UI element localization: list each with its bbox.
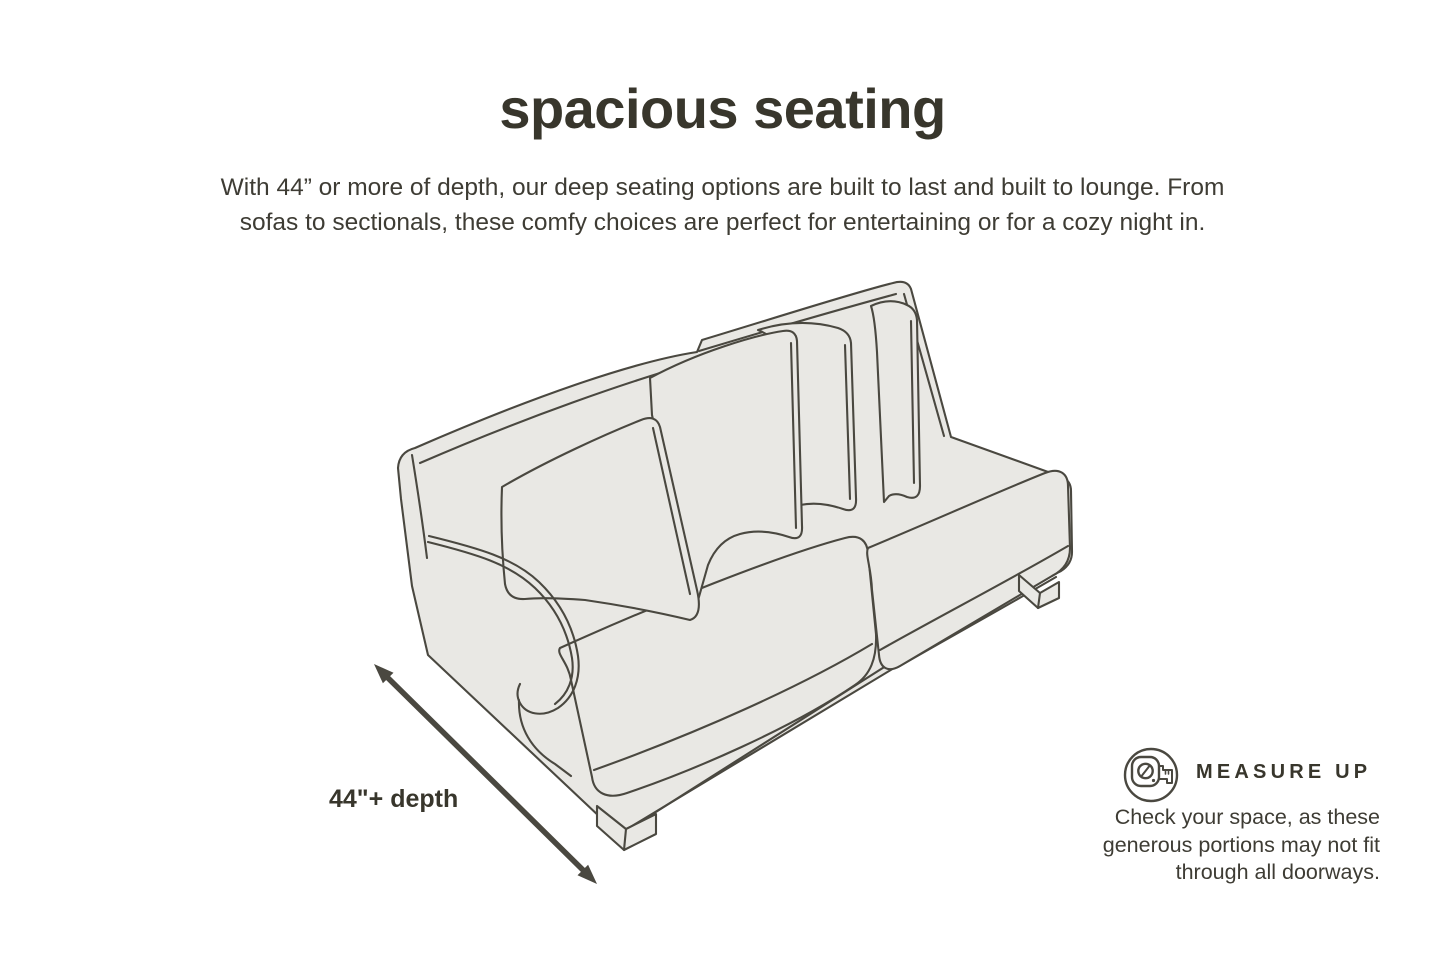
depth-label: 44"+ depth (329, 785, 459, 813)
page-title: spacious seating (499, 77, 946, 140)
measure-up-note-line-2: generous portions may not fit (1102, 832, 1380, 857)
sofa-illustration (398, 282, 1072, 850)
intro-line-1: With 44” or more of depth, our deep seating options are built to last and built to lounge. From (220, 174, 1225, 201)
intro-line-2: sofas to sectionals, these comfy choices are perfect for entertaining or for a cozy night in. (239, 209, 1206, 236)
tape-reel-slash (1142, 767, 1149, 776)
measure-up-note (1000, 804, 1380, 887)
measure-up-heading: MEASURE UP (1196, 761, 1372, 783)
tape-measure-icon (1125, 749, 1177, 801)
measure-up-note-line-3: through all doorways. (1175, 860, 1380, 884)
measure-up-note-line-1: Check your space, as these (1114, 805, 1380, 829)
tape-lock-dot (1152, 779, 1155, 782)
